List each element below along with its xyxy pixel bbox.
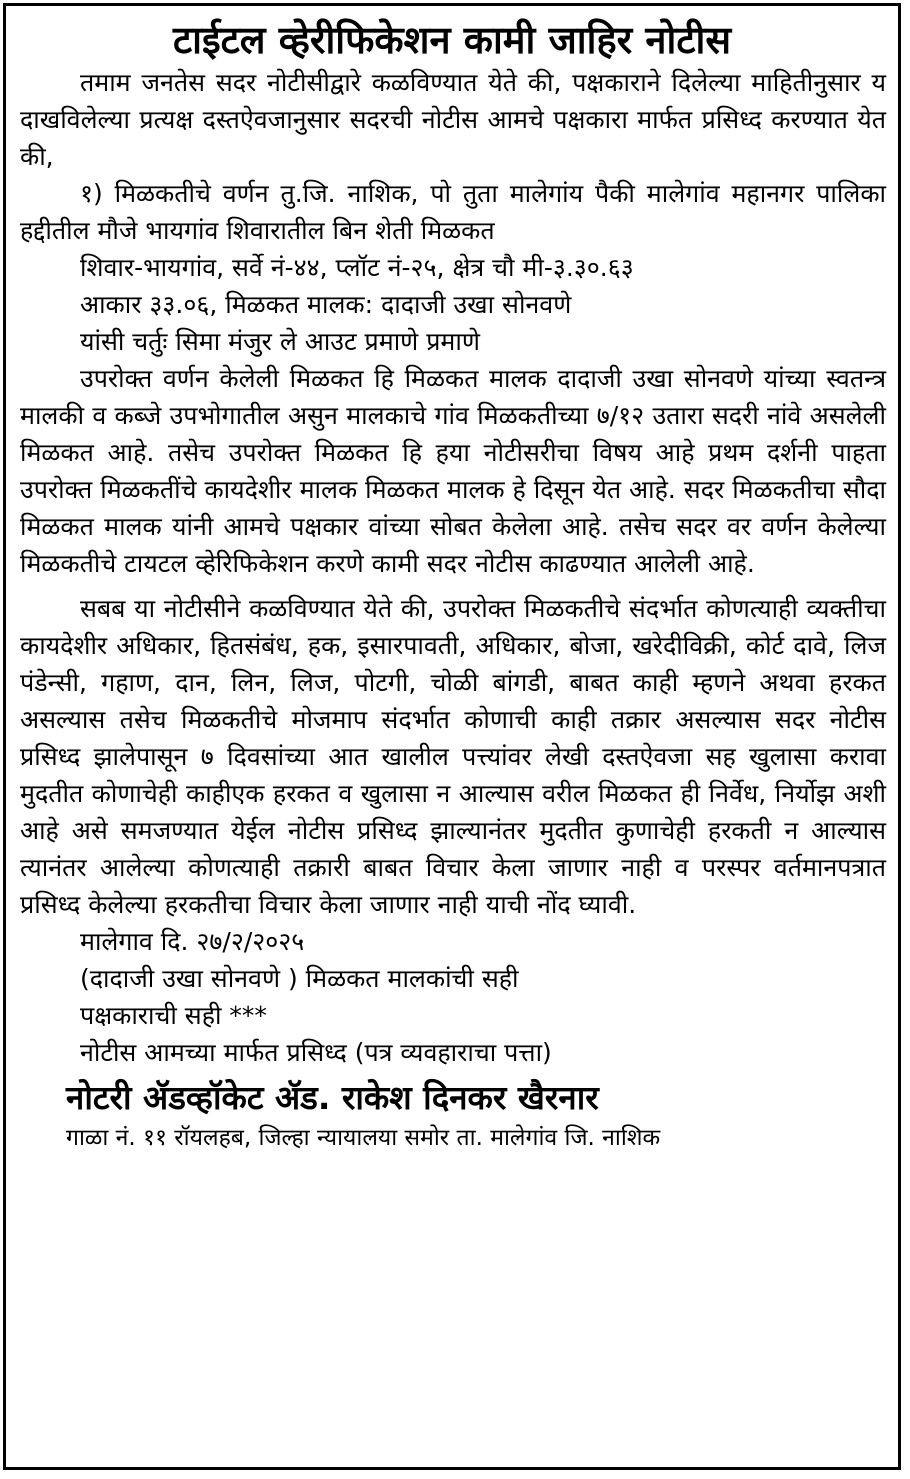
owner-signature: (दादाजी उखा सोनवणे ) मिळकत मालकांची सही (80, 964, 519, 993)
property-detail-owner: आकार ३३.०६, मिळकत मालक: दादाजी उखा सोनवणे (80, 290, 572, 319)
property-description: १) मिळकतीचे वर्णन तु.जि. नाशिक, पो तुता मालेगांय पैकी मालेगांव महानगर पालिका हद्दीतील मौजे भायगांव शिवारातील बिन शेती मिळकत (20, 179, 886, 245)
notice-intro: तमाम जनतेस सदर नोटीसीद्वारे कळविण्यात येते की, पक्षकाराने दिलेल्या माहितीनुसार य दाखविलेल्या प्रत्यक्ष दस्तऐवजानुसार सदरची नोटीस आमचे पक्षकारा मार्फत प्रसिध्द करण्यात येत की, (20, 68, 886, 171)
objection-paragraph: सबब या नोटीसीने कळविण्यात येते की, उपरोक्त मिळकतीचे संदर्भात कोणत्याही व्यक्तीचा कायदेशीर अधिकार, हितसंबंध, हक, इसारपावती, अधिकार, बोजा, खरेदीविक्री, कोर्ट दावे, लिज पंडेन्सी, गहाण, दान, लिन, लिज, पोटगी, चोळी बांगडी, बाबत काही म्हणने अथवा हरकत असल्यास तसेच मिळकतीचे मोजमाप संदर्भात कोणाची काही तक्रार असल्यास सदर नोटीस प्रसिध्द झालेपासून ७ दिवसांच्या आत खालील पत्त्यांवर लेखी दस्तऐवजा सह खुलासा करावा मुदतीत कोणाचेही काहीएक हरकत व खुलासा न आल्यास वरील मिळकत ही निर्वेध, निर्योझ अशी आहे असे समजण्यात येईल नोटीस प्रसिध्द झाल्यानंतर मुदतीत कुणाचेही हरकती न आल्यास त्यानंतर आलेल्या कोणत्याही तक्रारी बाबत विचार केला जाणार नाही व परस्पर वर्तमानपत्रात प्रसिध्द केलेल्या हरकतीचा विचार केला जाणार नाही याची नोंद घ्यावी. (20, 594, 886, 919)
notice-body (6, 64, 898, 1071)
place-date: मालेगाव दि. २७/२/२०२५ (80, 927, 305, 956)
advocate-name: नोटरी ॲडव्हॉकेट ॲड. राकेश दिनकर खैरनार (66, 1078, 599, 1117)
public-notice (3, 3, 901, 1470)
advocate-address: गाळा नं. ११ रॉयलहब, जिल्हा न्यायालया समोर ता. मालेगांव जि. नाशिक (66, 1125, 661, 1151)
property-detail-survey: शिवार-भायगांव, सर्वे नं-४४, प्लॉट नं-२५, क्षेत्र चौ मी-३.३०.६३ (80, 253, 634, 282)
property-detail-boundaries: यांसी चर्तुः सिमा मंजुर ले आउट प्रमाणे प्रमाणे (80, 327, 480, 356)
party-signature: पक्षकाराची सही *** (80, 1001, 267, 1030)
ownership-paragraph: उपरोक्त वर्णन केलेली मिळकत हि मिळकत मालक दादाजी उखा सोनवणे यांच्या स्वतन्त्र मालकी व कब्जे उपभोगातील असुन मालकाचे गांव मिळकतीच्या ७/१२ उतारा सदरी नांवे असलेली मिळकत आहे. तसेच उपरोक्त मिळकत हि हया नोटीसरीचा विषय आहे प्रथम दर्शनी पाहता उपरोक्त मिळकतींचे कायदेशीर मालक मिळकत मालक हे दिसून येत आहे. सदर मिळकतीचा सौदा मिळकत मालक यांनी आमचे पक्षकार वांच्या सोबत केलेला आहे. तसेच सदर वर वर्णन केलेल्या मिळकतीचे टायटल व्हेरिफिकेशन करणे कामी सदर नोटीस काढण्यात आलेली आहे. (20, 364, 886, 578)
notice-title: टाईटल व्हेरीफिकेशन कामी जाहिर नोटीस (172, 18, 732, 62)
published-through: नोटीस आमच्या मार्फत प्रसिध्द (पत्र व्यवहाराचा पत्ता) (80, 1038, 552, 1067)
